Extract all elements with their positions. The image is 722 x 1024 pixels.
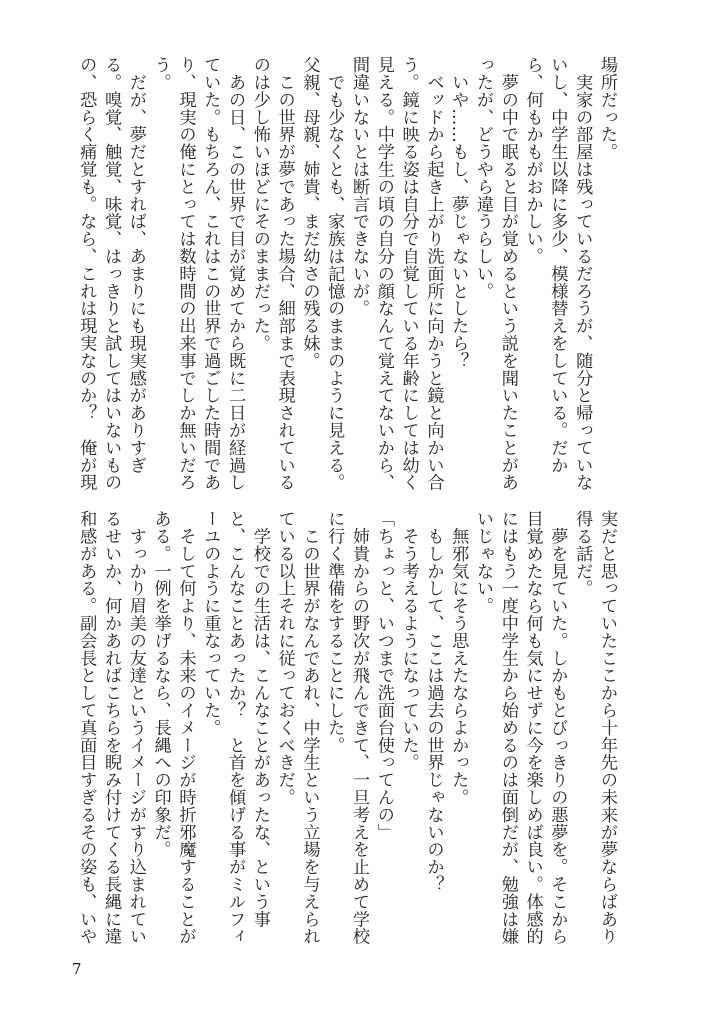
text-column: あの日、この世界で目が覚めてから既に二日が経過し <box>225 56 246 491</box>
text-column: 父親、母親、姉貴、まだ幼さの残る妹。 <box>299 56 320 370</box>
text-column: 場所だった。 <box>597 56 617 161</box>
text-column: いや……もし、夢じゃないとしたら？ <box>448 56 469 370</box>
text-column: 夢の中で眠ると目が覚めるという説を聞いたことがあ <box>497 56 518 491</box>
text-column: だが、夢だとすれば、あまりにも現実感がありすぎ <box>125 56 146 474</box>
text-column: のは少し怖いほどにそのままだった。 <box>249 56 270 352</box>
text-column: に行く準備をすることにした。 <box>324 510 345 754</box>
text-column: この世界が夢であった場合、細部まで表現されている <box>274 56 295 491</box>
text-column: う。 <box>150 56 171 91</box>
text-column: ている以上それに従っておくべきだ。 <box>274 510 295 806</box>
text-column: にはもう一度中学生から始めるのは面倒だが、勉強は嫌 <box>497 510 518 945</box>
text-column: ーユのように重なっていた。 <box>200 510 221 737</box>
text-column: る。嗅覚、触覚、味覚、はっきりと試してはいないもの <box>101 56 122 491</box>
text-column: いじゃない。 <box>473 510 494 615</box>
text-column: ベッドから起き上がり洗面所に向かうと鏡と向かい合 <box>423 56 444 491</box>
text-block-upper <box>73 56 619 496</box>
text-column: ったが、どうやら違うらしい。 <box>473 56 494 300</box>
text-column: そう考えるようになっていた。 <box>398 510 419 771</box>
text-column: すっかり眉美の友達というイメージがすり込まれてい <box>125 510 146 945</box>
text-column: 無邪気にそう思えたならよかった。 <box>448 510 469 806</box>
text-column: いし、中学生以降に多少、模様替えをしている。だか <box>547 56 568 474</box>
text-column: 夢を見ていた。しかもとびっきりの悪夢を。そこから <box>547 510 568 945</box>
text-column: 実だと思っていたここから十年先の未来が夢ならばあり <box>597 510 617 945</box>
text-column: ある。一例を挙げるなら、長縄への印象だ。 <box>150 510 171 858</box>
text-column: 見える。中学生の頃の自分の顔なんて覚えてないから、 <box>373 56 394 491</box>
text-column: り、現実の俺にとっては数時間の出来事でしか無いだろ <box>175 56 196 491</box>
text-column: るせいか、何かあればこちらを睨み付けてくる長縄に違 <box>101 510 122 945</box>
page-number: 7 <box>72 960 82 978</box>
text-column: と、こんなことあったか？ と首を傾げる事がミルフィ <box>225 510 246 945</box>
text-column: 目覚めたなら何も気にせずに今を楽しめば良い。体感的 <box>522 510 543 945</box>
text-column: この世界がなんであれ、中学生という立場を与えられ <box>299 510 320 945</box>
text-column: 「ちょっと、いつまで洗面台使ってんの」 <box>373 510 394 841</box>
text-column: ていた。もちろん、これはこの世界で過ごした時間であ <box>200 56 221 491</box>
text-column: そして何より、未来のイメージが時折邪魔することが <box>175 510 196 945</box>
text-column: 学校での生活は、こんなことがあったな、という事 <box>249 510 270 928</box>
text-column: 和感がある。副会長として真面目すぎるその姿も、いや <box>76 510 97 945</box>
text-column: 間違いないとは断言できないが。 <box>349 56 370 317</box>
text-column: う。鏡に映る姿は自分で自覚している年齢にしては幼く <box>398 56 419 491</box>
text-column: 実家の部屋は残っているだろうが、随分と帰っていな <box>572 56 593 491</box>
text-column: 姉貴からの野次が飛んできて、一旦考えを止めて学校 <box>349 510 370 945</box>
text-column: の、恐らく痛覚も。なら、これは現実なのか？ 俺が現 <box>76 56 97 491</box>
text-column: もしかして、ここは過去の世界じゃないのか？ <box>423 510 444 893</box>
text-column: でも少なくとも、家族は記憶のままのように見える。 <box>324 56 345 491</box>
text-column: ら、何もかもがおかしい。 <box>522 56 543 265</box>
text-column: 得る話だ。 <box>572 510 593 597</box>
text-block-lower <box>73 510 619 950</box>
